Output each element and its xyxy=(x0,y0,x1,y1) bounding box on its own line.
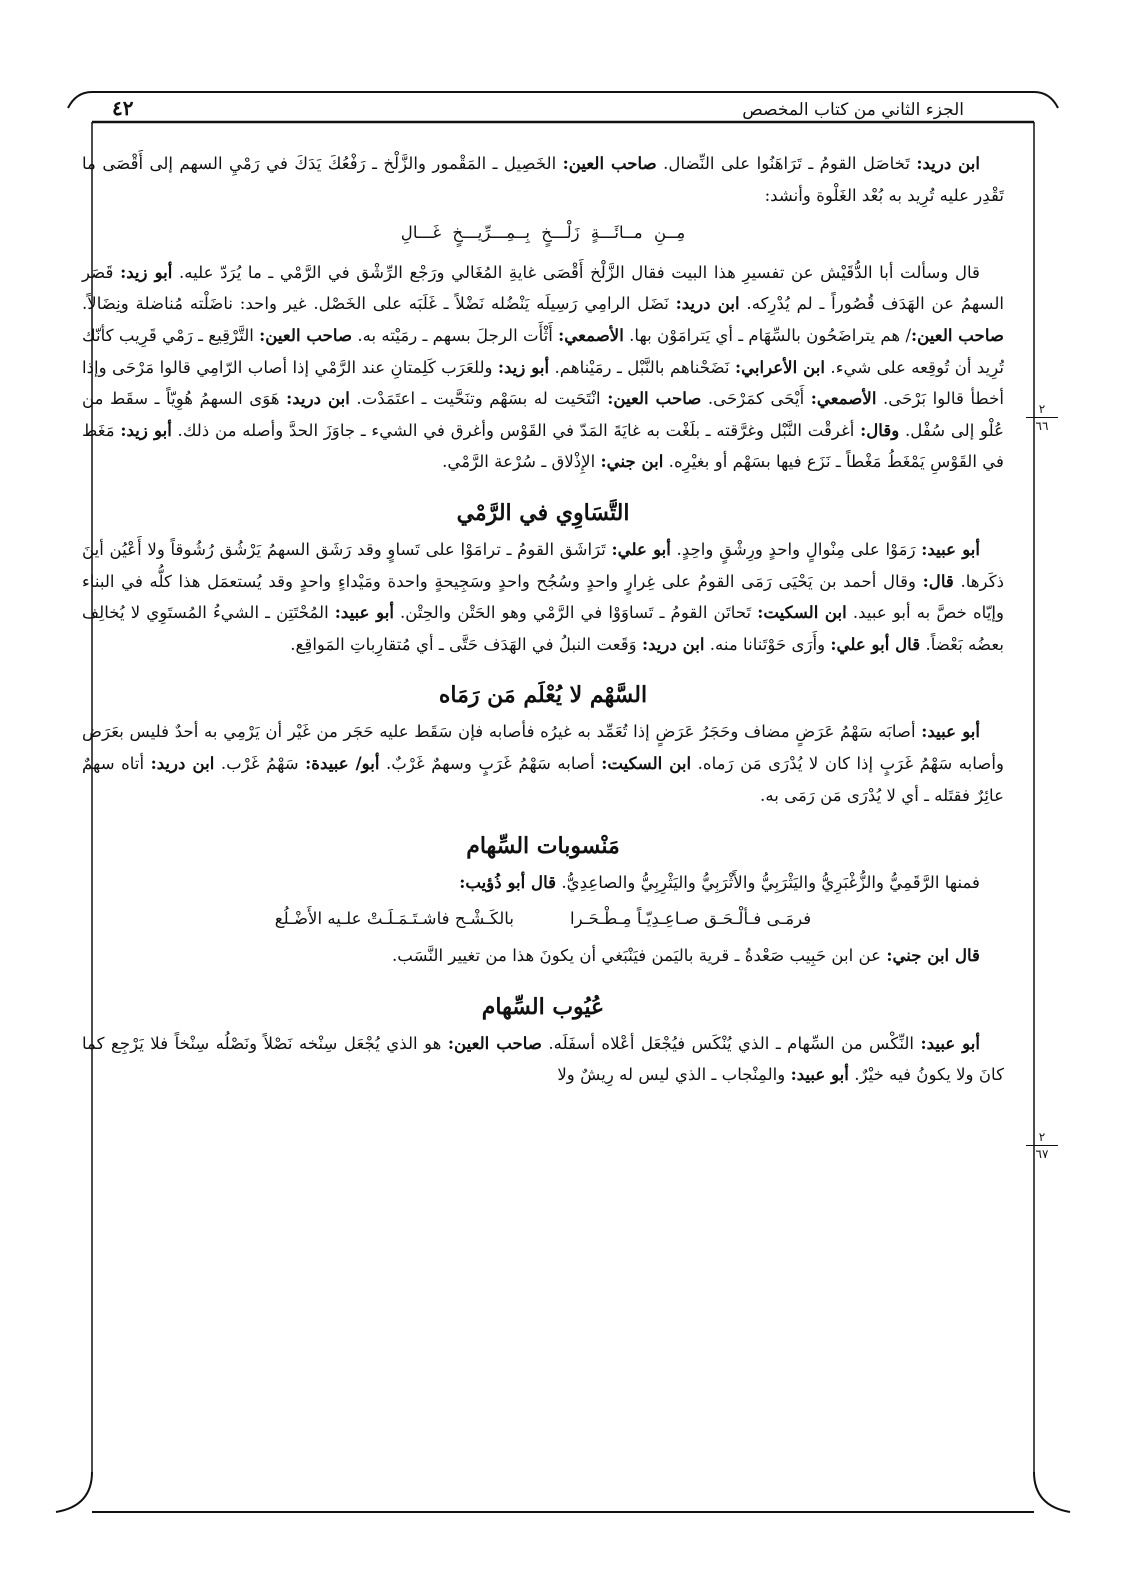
source-name: ابن دريد: xyxy=(286,388,350,409)
poetry-verse: مِــنِ مــائَـــةٍ زَلْـــخٍ بِــمِـــرِّيـــخٍ غَـــالِ xyxy=(400,223,686,243)
text: مَغَط في القَوْسِ يَمْغَطُ مَغْطاً ـ نَزَع فيها بسَهْم أو بغيْرِه. xyxy=(82,420,1004,472)
source-name: صاحب العين: xyxy=(259,324,353,345)
marker-volume: ٢ xyxy=(1038,402,1046,416)
paragraph xyxy=(82,716,1004,811)
source-name: أبو عبيد: xyxy=(920,1032,980,1053)
text: عن ابن حَبِيب صَعْدةُ ـ قرية باليَمن فيَنْبَغي أن يكونَ هذا من تغيير النَّسَب. xyxy=(392,946,887,966)
text: أتاه سهمٌ عائِرٌ فقتَله ـ أي لا يُدْرَى مَن رَمَى به. xyxy=(82,753,1004,805)
source-name: قال ابن جني: xyxy=(886,945,980,966)
text: تَرَاشَق القومُ ـ ترامَوْا على تَساوٍ وقد رَشَق السهمُ يَرْشُق رُشُوقاً ولا أَعْيُن أينَ ذكَرها. xyxy=(82,539,1004,591)
marker-volume: ٢ xyxy=(1038,1130,1046,1144)
text: تَخاصَل القومُ ـ تَرَاهَنُوا على النِّضال. xyxy=(656,154,917,173)
page-body xyxy=(82,148,1004,1091)
source-name: قال أبو ذُؤيب: xyxy=(459,872,557,893)
paragraph xyxy=(82,940,1004,972)
text: أَيْحَى كمَرْحَى. xyxy=(701,389,811,409)
page-frame xyxy=(52,86,1074,1518)
text: الإِذْلاق ـ سُرْعة الرَّمْي. xyxy=(442,452,601,472)
text: والمِنْجاب ـ الذي ليس له رِيشٌ ولا xyxy=(557,1065,791,1085)
source-name: ابن السكيت: xyxy=(757,602,847,623)
source-name: ابن دريد: xyxy=(675,293,740,314)
text: وأَرَى حَوْتَنانا منه. xyxy=(704,634,831,654)
section-heading: السَّهْم لا يُعْلَم مَن رَمَاه xyxy=(438,682,648,709)
margin-page-marker xyxy=(1022,402,1062,433)
source-name: أبو عبيد: xyxy=(921,721,980,742)
source-name: أبو/ عبيدة: xyxy=(305,752,380,773)
text: قال وسألت أبا الدُّقَيْش عن تفسيرِ هذا البيت فقال الزَّلْخ أَقْصَى غايةِ المُغَالي ورَجْع الرِّشْق في الرَّمْي ـ ما يُرَدّ عليه. xyxy=(172,262,980,282)
marker-page: ٦٦ xyxy=(1035,419,1049,433)
source-name: صاحب العين: xyxy=(447,1032,542,1053)
source-name: وقال: xyxy=(860,419,900,440)
text: سَهْمُ غَرْب. xyxy=(214,753,306,773)
text: أغرقْت النَّبْل وغرَّقته ـ بلَغْت به غايَةَ المَدّ في القَوْس وأغرق في الشيء ـ جاوَزَ الحدَّ وأصله من ذلك. xyxy=(171,420,861,440)
source-name: أبو عبيد: xyxy=(334,602,394,623)
text: المُحْتَتِن ـ الشيءُ المُستَوِي لا يُخالِف بعضُه بَعْضاً. xyxy=(82,603,1004,654)
text: وقال أحمد بن يَحْيَى رَمَى القومُ على غِرارٍ واحدٍ وسُجُح واحدٍ وسَجِيحةٍ واحدة ومَيْداءٍ واحدٍ وقد يُستعمَل هذا كلُّه في البناء وإيّاه خصَّ به أبو عبيد. xyxy=(82,571,1004,623)
source-name: ابن الأعرابي: xyxy=(734,356,826,377)
text: وللعَرَب كَلِمتانِ عند الرَّمْي إذا أصاب الرّامِي قالوا مَرْحَى وإذا أخطأ قالوا بَرْحَى. xyxy=(82,357,1004,409)
source-name: أبو علي: xyxy=(611,538,671,559)
source-name: ابن دريد: xyxy=(150,752,215,773)
paragraph xyxy=(82,257,1004,478)
section-heading: مَنْسوبات السِّهام xyxy=(466,833,620,860)
margin-page-marker xyxy=(1022,1130,1062,1161)
paragraph xyxy=(82,1028,1004,1091)
text: نَضَحْناهم بالنَّبْل ـ رمَيْناهم. xyxy=(549,357,735,377)
text: أصابَه سَهْمُ عَرَضٍ مضاف وحَجَرُ عَرَضٍ إذا تُعَمِّد به غيرُه فأصابه فإن سَقَط عليه حَجَر من غَيْر أن يَرْمِي به أحدٌ فليس بعَرَض وأصابه سَهْمُ غَرَبٍ إذا كان لا يُدْرَى مَن رَماه. xyxy=(82,722,1005,773)
verse-hemistich-right: فرمَـى فـألْـحَـق صـاعِـدِيّـاً مِـطْـحَـرا xyxy=(569,908,812,928)
poetry-couplet xyxy=(82,903,1004,935)
page-number: ٤٢ xyxy=(112,96,134,120)
section-heading: عُيُوب السِّهام xyxy=(481,993,605,1020)
text: هو الذي يُجْعَل سِنْخه نَصْلاً ونَصْلُه سِنْخاً فلا يَرْجِع كما كانَ ولا يكونُ فيه خيْرٌ. xyxy=(82,1033,1004,1085)
text: انْتَحَيت له بسَهْم وتنَحَّيت ـ اعتَمَدْت. xyxy=(349,389,608,409)
text: قَصَر السهمُ عن الهَدَف قُصُوراً ـ لم يُدْرِكه. xyxy=(82,262,1004,314)
source-name: صاحب العين: xyxy=(562,153,657,173)
text: الخَصِيل ـ المَقْمور والزَّلْخ ـ رَفْعُكَ يَدَكَ في رَمْيِ السهم إلى أَقْصَى ما تَقْدِر عليه تُرِيد به بُعْد الغَلْوة وأنشد: xyxy=(82,154,1004,205)
paragraph xyxy=(82,867,1004,899)
paragraph xyxy=(82,534,1004,660)
section-heading: التَّسَاوِي في الرَّمْي xyxy=(456,499,630,526)
text: وَقَعت النبلُ في الهَدَف حَتَّى ـ أي مُتقارِباتِ المَواقِع. xyxy=(290,634,642,654)
source-name: قال: xyxy=(922,570,954,591)
source-name: صاحب العين: xyxy=(911,324,1004,345)
paragraph xyxy=(82,148,1004,211)
text: هَوَى السهمُ هُوِيّاً ـ سقَط من عُلْو إلى سُفْل. xyxy=(82,389,1004,440)
text: رَمَوْا على مِنْوالٍ واحدٍ ورِشْقٍ واحِدٍ. xyxy=(670,539,922,559)
source-name: الأصمعي: xyxy=(810,388,877,409)
source-name: الأصمعي: xyxy=(558,324,624,345)
running-header xyxy=(92,86,1034,120)
source-name: أبو زيد: xyxy=(497,356,550,377)
source-name: أبو زيد: xyxy=(120,419,172,440)
source-name: ابن دريد: xyxy=(641,633,705,654)
source-name: أبو عبيد: xyxy=(921,538,980,559)
text: نَضَل الرامِي رَسِيلَه يَنْضُله نَضْلاً ـ غَلَبَه على الخَصْل. غير واحد: ناضَلْته مُناضلة ونِضَالاً. xyxy=(82,294,676,314)
text: التَّرْقِيع ـ رَمْي قَرِيب كأنّك تُرِيد أن تُوقِعه على شيء. xyxy=(82,325,1005,377)
source-name: أبو زيد: xyxy=(120,261,173,282)
text: / هم يتراضَحُون بالسِّهَام ـ أي يَترامَوْن بها. xyxy=(623,325,912,345)
source-name: ابن السكيت: xyxy=(601,752,692,773)
text: النِّكْس من السِّهام ـ الذي يُنْكَس فيُجْعَل أعْلاه أسفَلَه. xyxy=(541,1033,921,1053)
book-title: الجزء الثاني من كتاب المخصص xyxy=(742,100,964,120)
source-name: صاحب العين: xyxy=(607,388,702,409)
verse-hemistich-left: بالكَـشْـح فاشـتَـمَـلَـتْ علـيه الأَضْـلُع xyxy=(274,908,514,928)
source-name: أبو عبيد: xyxy=(790,1064,849,1085)
text: فمنها الرَّقَمِيُّ والزُّغْبَرِيُّ واليَثْرَبِيُّ والأَثْرَبِيُّ واليَثْرِبِيُّ والصاعِدِيُّ. xyxy=(556,873,980,893)
text: تَحاتَن القومُ ـ تَساوَوْا في الرَّمْي وهو الحَتْن والحِتْن. xyxy=(393,603,758,623)
source-name: قال أبو علي: xyxy=(830,633,921,654)
source-name: ابن دريد: xyxy=(916,153,981,173)
marker-page: ٦٧ xyxy=(1035,1147,1049,1161)
text: أصابه سَهْمُ غَرَبٍ وسهمٌ غَرْبٌ. xyxy=(379,753,602,773)
source-name: ابن جني: xyxy=(600,451,664,472)
text: أَثْأَت الرجلَ بسهم ـ رمَيْته به. xyxy=(352,325,559,345)
